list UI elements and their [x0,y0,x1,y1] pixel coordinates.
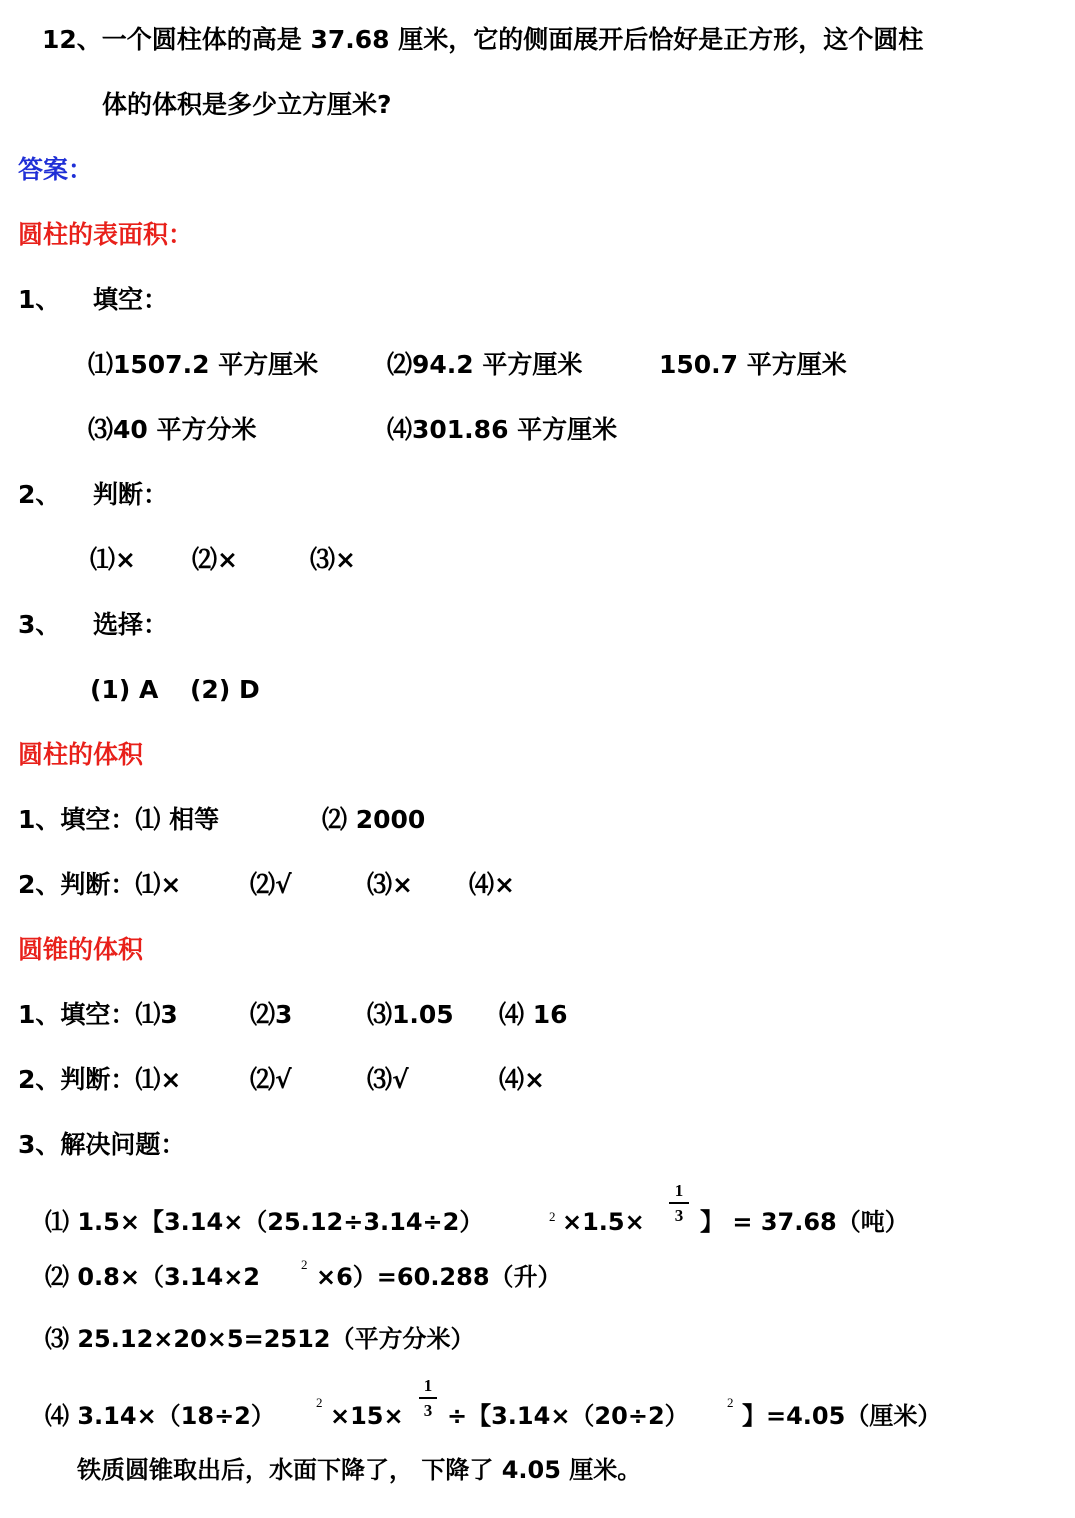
solution-4-part-b: ×15× [330,1402,404,1430]
answer-line: 1、填空：⑴3 [18,1000,178,1029]
answer-item: 150.7 平方厘米 [659,350,847,379]
answer-item: ⑷× [499,1065,545,1094]
answer-item: (2) D [190,675,260,704]
fraction-one-third [419,1377,437,1419]
solution-2-part-a: ⑵ 0.8×（3.14×2 [45,1263,261,1291]
solution-2-part-b: ×6）=60.288（升） [316,1263,562,1291]
question-number: 1、 [18,285,61,314]
exponent: 2 [727,1395,734,1410]
solution-4-part-d: 】=4.05（厘米） [742,1402,942,1430]
answer-item: ⑷× [469,870,515,899]
answer-item: ⑶√ [367,1065,409,1094]
answer-item: ⑴1507.2 平方厘米 [88,350,319,379]
answer-item: ⑷ 16 [499,1000,568,1029]
solution-1-part-a: ⑴ 1.5×【3.14×（25.12÷3.14÷2） [45,1208,484,1236]
fraction-denominator: 3 [674,1205,684,1225]
exponent: 2 [316,1395,323,1410]
exponent: 2 [549,1209,556,1224]
fraction-denominator: 3 [423,1400,433,1420]
fraction-one-third [669,1182,689,1224]
answer-line: 1、填空：⑴ 相等 [18,805,220,834]
question-title-fill: 填空： [93,285,169,314]
answer-item: ⑴× [90,545,136,574]
question-title-solve: 3、解决问题： [18,1130,186,1159]
question-line-1: 12、一个圆柱体的高是 37.68 厘米，它的侧面展开后恰好是正方形，这个圆柱 [42,25,924,54]
answer-item: ⑵3 [250,1000,293,1029]
answer-item: ⑶40 平方分米 [88,415,257,444]
solution-1-part-c: 】 = 37.68（吨） [700,1208,909,1236]
question-line-2: 体的体积是多少立方厘米? [102,90,392,119]
section-title-cylinder-surface: 圆柱的表面积： [18,220,194,249]
question-title-choose: 选择： [93,610,169,639]
solution-4-part-a: ⑷ 3.14×（18÷2） [45,1402,275,1430]
fraction-numerator: 1 [674,1181,684,1200]
solution-3: ⑶ 25.12×20×5=2512（平方分米） [45,1325,475,1353]
question-title-judge: 判断： [93,480,169,509]
answer-line: 2、判断：⑴× [18,1065,182,1094]
question-number: 2、 [18,480,61,509]
fraction-numerator: 1 [423,1376,433,1395]
answer-item: ⑵94.2 平方厘米 [387,350,583,379]
answer-item: ⑵√ [250,1065,292,1094]
answer-item: ⑶1.05 [367,1000,454,1029]
answer-item: ⑶× [367,870,413,899]
answer-item: ⑵× [192,545,238,574]
solution-1-part-b: ×1.5× [562,1208,645,1236]
answer-line: 2、判断：⑴× [18,870,182,899]
answer-item: ⑵√ [250,870,292,899]
answer-item: ⑷301.86 平方厘米 [387,415,618,444]
section-title-cylinder-volume: 圆柱的体积 [18,740,144,769]
solution-4-conclusion: 铁质圆锥取出后，水面下降了， 下降了 4.05 厘米。 [77,1456,642,1484]
solution-4-part-c: ÷【3.14×（20÷2） [447,1402,689,1430]
fraction-bar [669,1202,689,1204]
exponent: 2 [301,1257,308,1272]
answer-heading: 答案： [18,155,94,184]
answer-item: ⑶× [310,545,356,574]
section-title-cone-volume: 圆锥的体积 [18,935,144,964]
question-number: 3、 [18,610,61,639]
answer-item: (1) A [90,675,159,704]
answer-item: ⑵ 2000 [322,805,426,834]
fraction-bar [419,1397,437,1399]
